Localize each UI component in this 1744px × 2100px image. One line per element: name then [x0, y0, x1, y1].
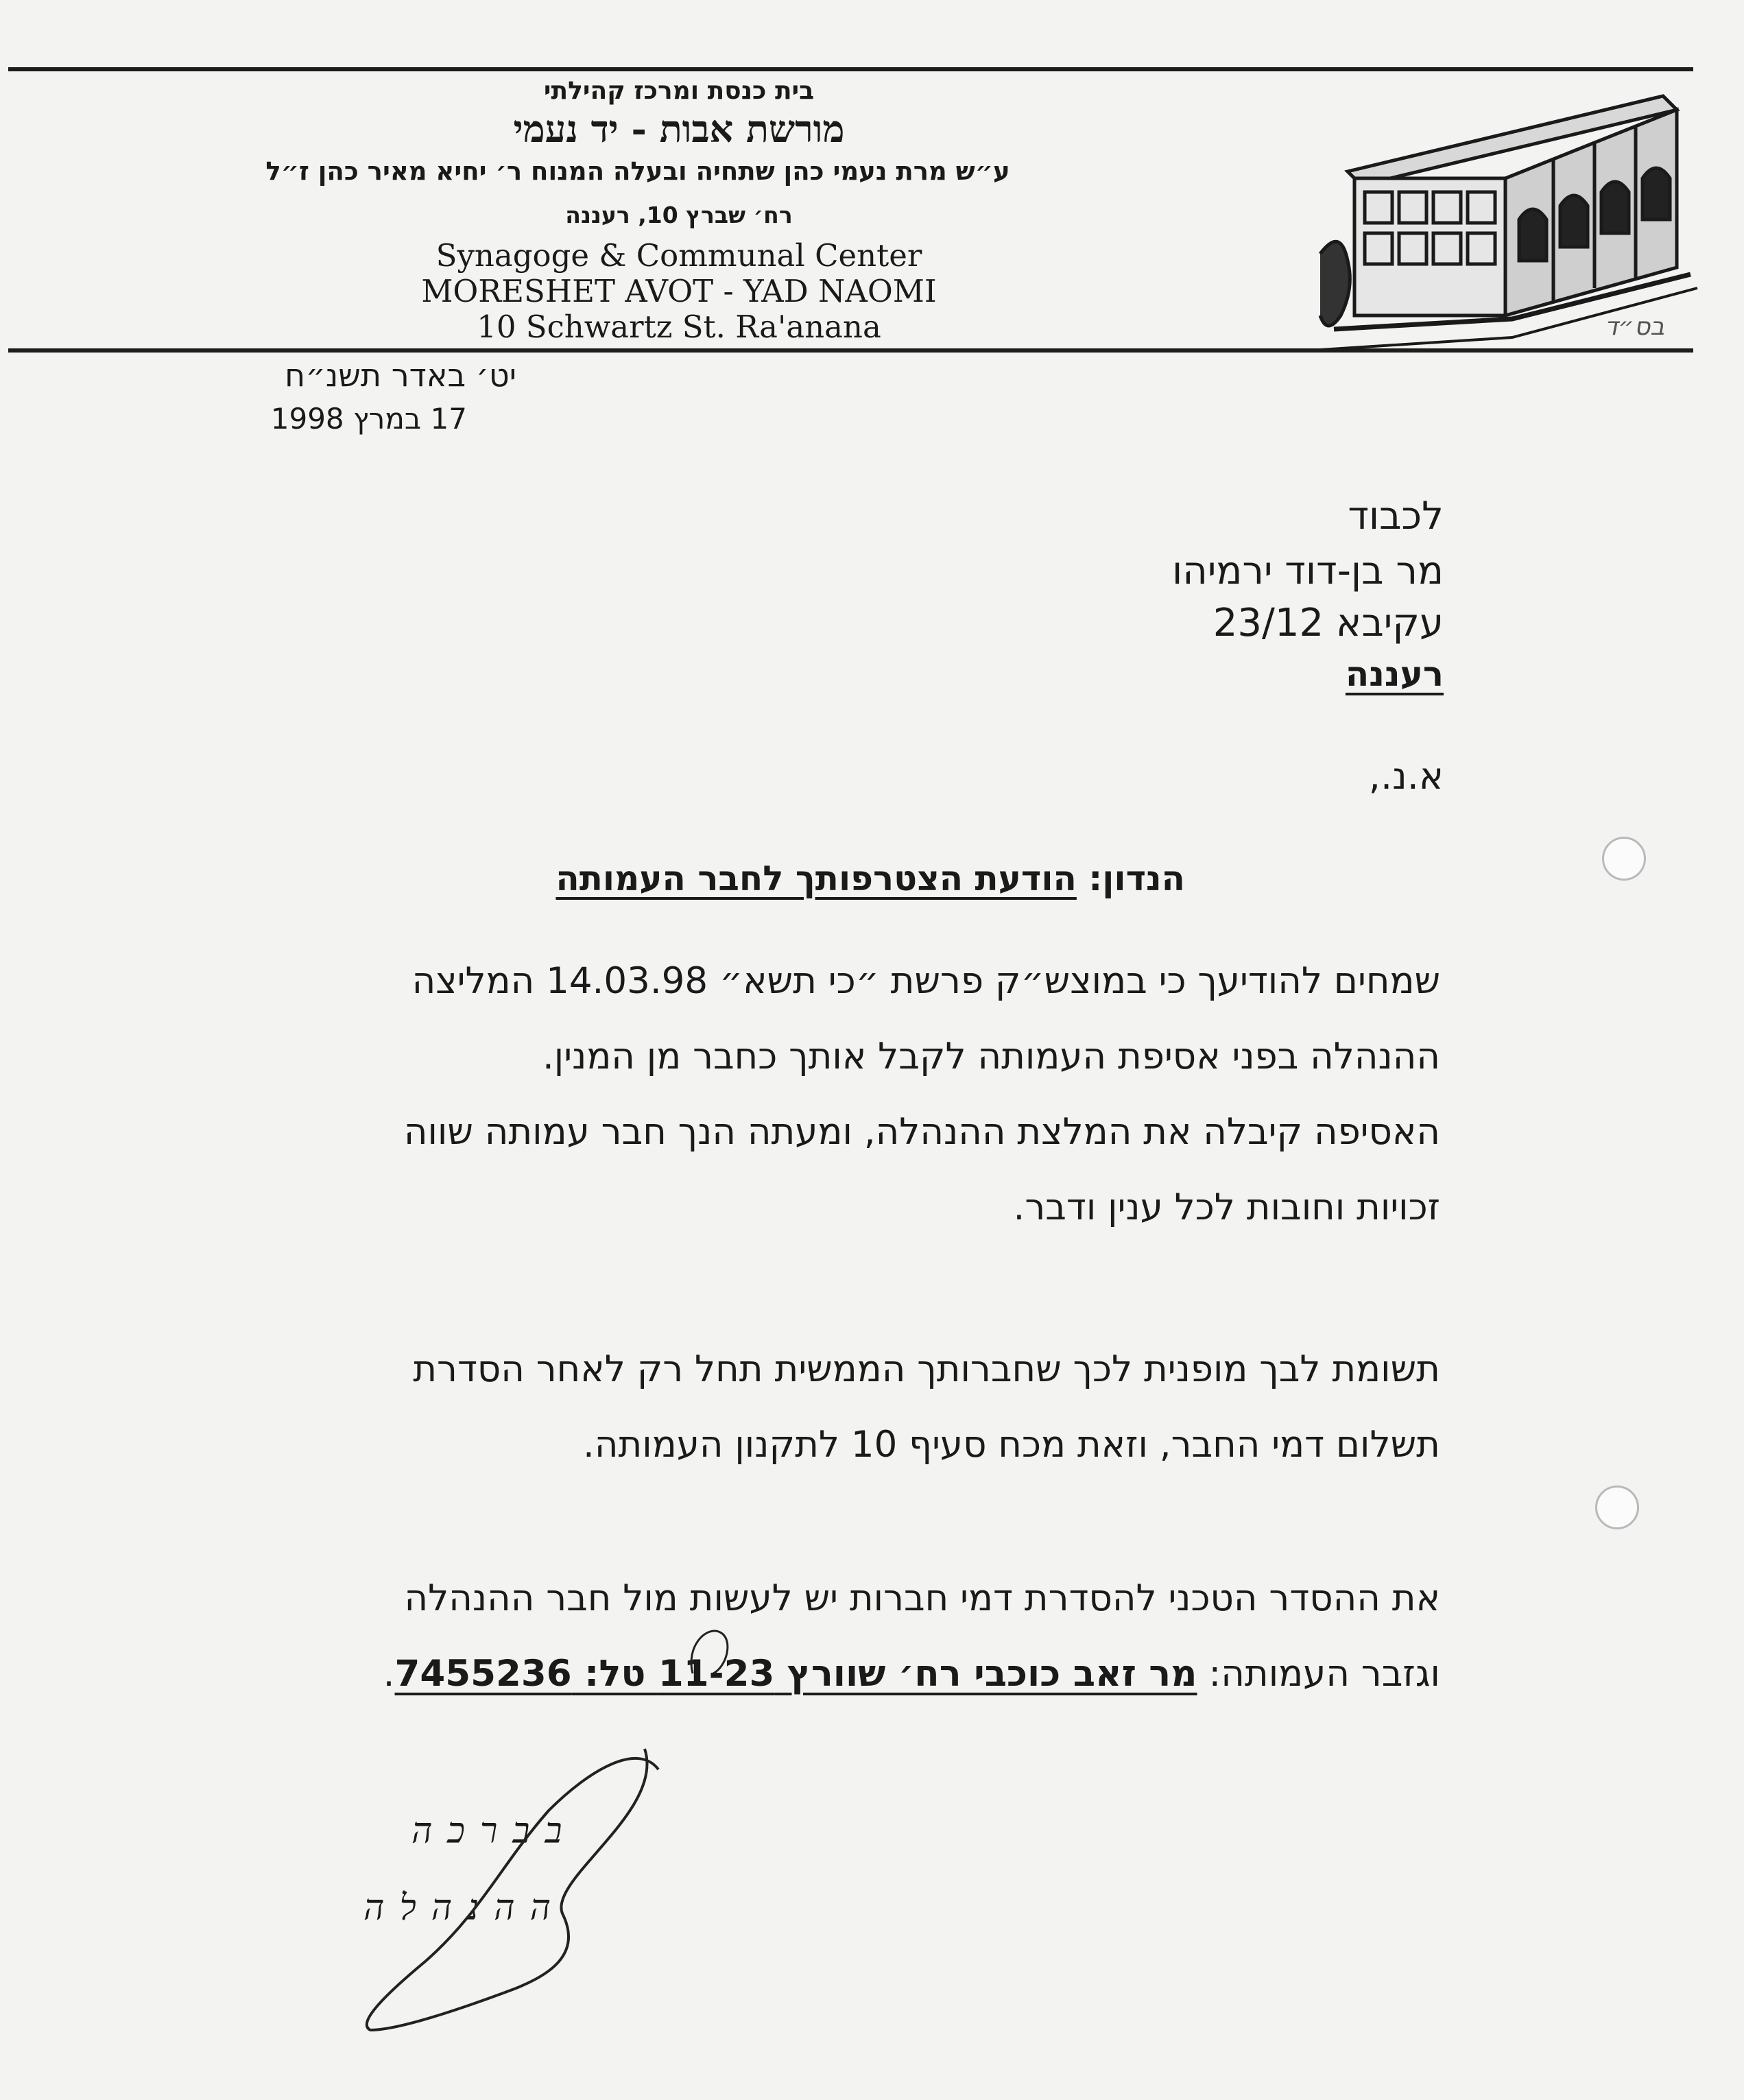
recipient-street: עקיבא 23/12 [1213, 601, 1444, 645]
letterhead-hebrew-address: רח׳ שברץ 10, רעננה [565, 202, 793, 228]
handwritten-signature [343, 1728, 700, 2044]
header-bottom-rule [8, 348, 1693, 353]
pen-mark [679, 1619, 741, 1680]
letterhead-english-line3: 10 Schwartz St. Ra'anana [477, 309, 881, 345]
punch-hole-lower [1595, 1485, 1639, 1529]
header-top-rule [8, 67, 1693, 71]
body-p1-line1: שמחים להודיעך כי במוצש״ק פרשת ״כי תשא״ 14.03.98 המליצה [411, 960, 1440, 1002]
letterhead-english-line1: Synagoge & Communal Center [435, 237, 922, 274]
body-p1-line4: זכויות וחובות לכל ענין ודבר. [1013, 1186, 1440, 1228]
subject-line [556, 859, 1185, 898]
treasurer-contact-period: . [383, 1653, 395, 1695]
letterhead-hebrew-line1: בית כנסת ומרכז קהילתי [543, 77, 815, 105]
body-p3-line1: את ההסדר הטכני להסדרת דמי חברות יש לעשות מול חבר ההנהלה [404, 1577, 1440, 1619]
punch-hole-upper [1602, 837, 1646, 881]
body-p2-line2: תשלום דמי החבר, וזאת מכח סעיף 10 לתקנון העמותה. [582, 1424, 1440, 1466]
subject-label: הנדון: [1088, 859, 1185, 898]
body-p1-line3: האסיפה קיבלה את המלצת ההנהלה, ומעתה הנך חבר עמותה שווה [403, 1111, 1440, 1153]
date-hebrew: יט׳ באדר תשנ״ח [285, 357, 516, 394]
letterhead-hebrew-title: מורשת אבות - יד נעמי [513, 107, 845, 151]
recipient-name: מר בן-דוד ירמיהו [1171, 549, 1444, 593]
body-p2-line1: תשומת לבך מופנית לכך שחברותך הממשית תחל רק לאחר הסדרת [413, 1348, 1440, 1390]
treasurer-contact: מר זאב כוכבי רח׳ שוורץ 11-23 טל: 7455236 [394, 1653, 1197, 1695]
recipient-to: לכבוד [1348, 494, 1444, 538]
subject-text: הודעת הצטרפותך לחבר העמותה [556, 859, 1077, 898]
recipient-city: רעננה [1345, 654, 1444, 694]
closing-management: ההנהלה [363, 1887, 566, 1929]
body-p3-line2 [274, 1653, 1440, 1695]
treasurer-label: וגזבר העמותה: [1208, 1653, 1440, 1695]
letterhead-hebrew-dedication: ע״ש מרת נעמי כהן שתחיה ובעלה המנוח ר׳ יחיא מאיר כהן ז״ל [265, 156, 1010, 186]
body-p1-line2: ההנהלה בפני אסיפת העמותה לקבל אותך כחבר מן המנין. [542, 1036, 1440, 1077]
logo-tag: בס״ד [1605, 313, 1665, 341]
closing-blessing: בברכה [411, 1811, 577, 1852]
letterhead-english-line2: MORESHET AVOT - YAD NAOMI [421, 273, 937, 309]
salutation: א.נ., [1368, 754, 1444, 798]
date-gregorian: 17 במרץ 1998 [270, 402, 467, 435]
